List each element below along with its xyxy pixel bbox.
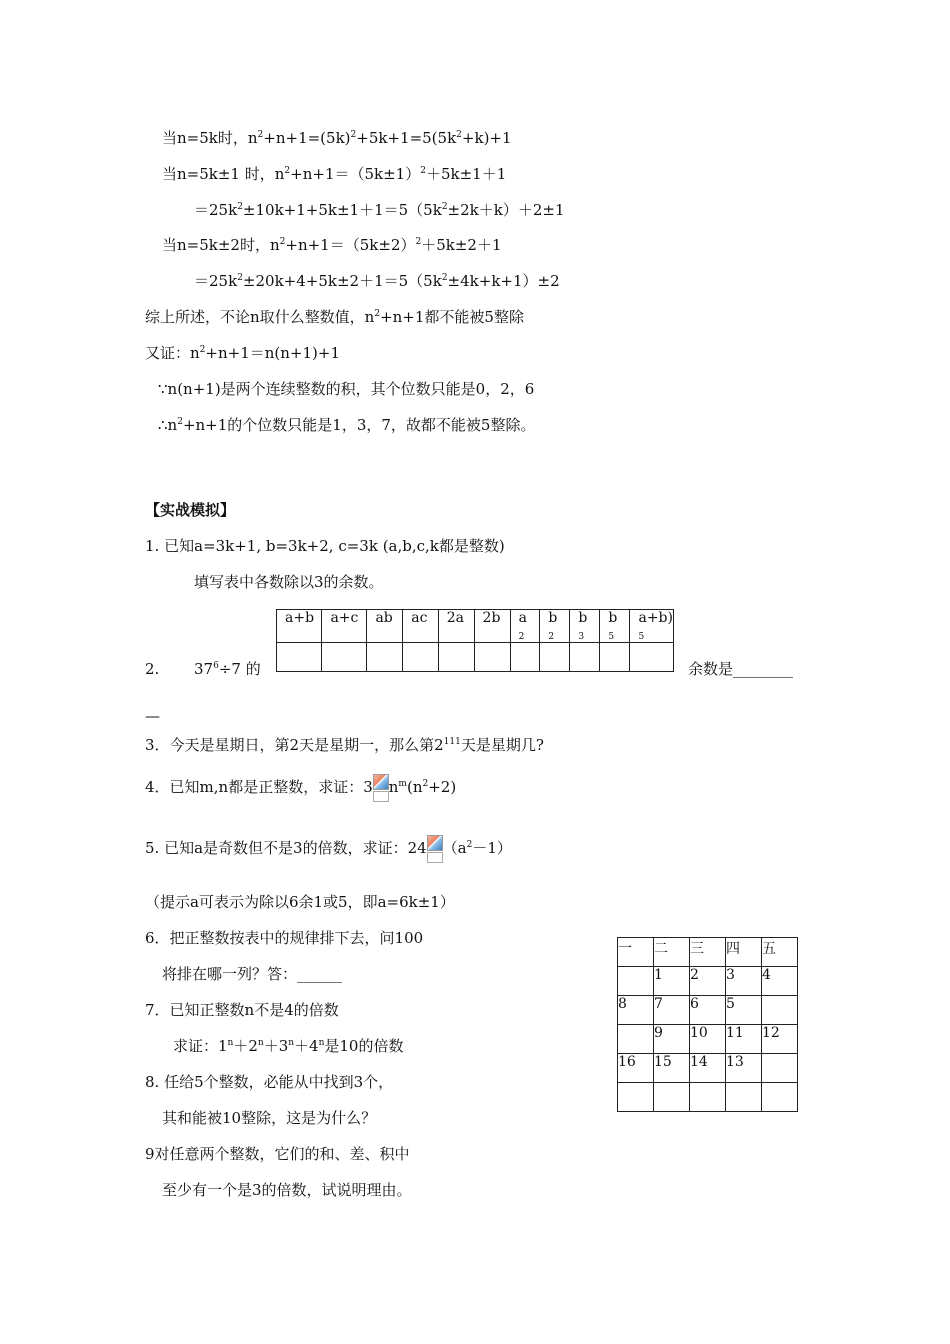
table-cell [618, 1025, 654, 1054]
proof-line-2: 当n=5k±1 时，$n^2+n+1=(5k\pm 1)^2+5k\pm 1+1$ [162, 165, 507, 183]
question-9-line-2: 至少有一个是3的倍数，试说明理由。 [162, 1181, 412, 1199]
table-row [618, 1083, 798, 1112]
column-header: 四 [726, 938, 762, 967]
table-cell: 6 [690, 996, 726, 1025]
table-cell [618, 1083, 654, 1112]
question-2-expression: $37^6\div 7$ 的 [194, 660, 261, 678]
table-header-cell: a+c [322, 610, 367, 643]
table-cell: 13 [726, 1054, 762, 1083]
table-header-cell: a 2 [510, 610, 540, 643]
question-6-line-2: 将排在哪一列？答：______ [162, 965, 343, 983]
answer-cell[interactable] [630, 643, 674, 672]
table-header-cell: a+b) 5 [630, 610, 674, 643]
table-row [618, 1025, 798, 1054]
table-cell: 16 [618, 1054, 654, 1083]
answer-cell[interactable] [438, 643, 474, 672]
table-header-cell: b 2 [540, 610, 570, 643]
table-cell: 2 [690, 967, 726, 996]
table-cell [654, 1083, 690, 1112]
answer-cell[interactable] [570, 643, 600, 672]
question-5: 5. 已知a是奇数但不是3的倍数，求证：24 $(a^2-1)$ [145, 835, 512, 863]
proof-line-1: 当n=5k时，$n^2+n+1=(5k)^2+5k+1=5(5k^2+k)+1$ [162, 129, 512, 147]
proof-line-9: $\therefore n^2+n+1$的个位数只能是1，3，7，故都不能被5整除。 [158, 416, 536, 434]
question-8: 8. 任给5个整数，必能从中找到3个， [145, 1073, 394, 1091]
question-5-hint: （提示a可表示为除以6余1或5，即a=6k±1） [145, 893, 455, 911]
remainder-table-header-row [277, 610, 674, 643]
column-header: 一 [618, 938, 654, 967]
table-cell: 8 [618, 996, 654, 1025]
question-6: 6．把正整数按表中的规律排下去，问100 [145, 929, 424, 947]
section-title: 【实战模拟】 [145, 501, 236, 519]
table-row [618, 967, 798, 996]
answer-cell[interactable] [540, 643, 570, 672]
table-cell: 14 [690, 1054, 726, 1083]
table-cell: 1 [654, 967, 690, 996]
question-1-sub: 填写表中各数除以3的余数。 [194, 573, 384, 591]
answer-cell[interactable] [403, 643, 438, 672]
question-2-number: 2. [145, 660, 160, 678]
answer-cell[interactable] [367, 643, 403, 672]
table-header-cell: b 5 [600, 610, 630, 643]
answer-cell[interactable] [474, 643, 510, 672]
question-2-dash: — [145, 707, 160, 725]
proof-line-5: $=25k^2\pm 20k+4+5k\pm 2+1=5(5k^2\pm 4k+k+1)\pm 2$ [194, 272, 560, 290]
column-header: 五 [762, 938, 798, 967]
table-cell: 7 [654, 996, 690, 1025]
question-7-line-2: 求证：$1^n+2^n+3^n+4^n$是10的倍数 [173, 1037, 404, 1055]
question-1: 1. 已知a=3k+1, b=3k+2, c=3k (a,b,c,k都是整数) [145, 537, 505, 555]
table-cell: 4 [762, 967, 798, 996]
answer-cell[interactable] [510, 643, 540, 672]
number-arrangement-table [617, 937, 798, 1112]
table-header-cell: 2b [474, 610, 510, 643]
table-cell: 9 [654, 1025, 690, 1054]
table-header-cell: a+b [277, 610, 322, 643]
table-cell: 3 [726, 967, 762, 996]
question-7: 7．已知正整数n不是4的倍数 [145, 1001, 339, 1019]
column-header: 二 [654, 938, 690, 967]
broken-image-icon [373, 774, 389, 802]
table-header-cell: 2a [438, 610, 474, 643]
table-header-cell: b 3 [570, 610, 600, 643]
table-cell [762, 996, 798, 1025]
table-cell [690, 1083, 726, 1112]
proof-line-4: 当n=5k±2时，$n^2+n+1=(5k\pm 2)^2+5k\pm 2+1$ [162, 236, 502, 254]
table-cell: 10 [690, 1025, 726, 1054]
remainder-table-answer-row [277, 643, 674, 672]
table-cell [762, 1054, 798, 1083]
remainder-table [276, 609, 674, 672]
proof-line-6: 综上所述，不论n取什么整数值，$n^2+n+1$都不能被5整除 [145, 308, 524, 326]
question-4: 4．已知m,n都是正整数，求证：3 $n^m(n^2+2)$ [145, 774, 456, 802]
table-cell [762, 1083, 798, 1112]
table-row [618, 996, 798, 1025]
table-header-cell: ab [367, 610, 403, 643]
answer-cell[interactable] [600, 643, 630, 672]
proof-line-7: 又证：$n^2+n+1=n(n+1)+1$ [145, 344, 340, 362]
question-8-line-2: 其和能被10整除，这是为什么？ [162, 1109, 377, 1127]
answer-cell[interactable] [322, 643, 367, 672]
table-cell [618, 967, 654, 996]
table-row [618, 1054, 798, 1083]
proof-line-3: $=25k^2\pm 10k+1+5k\pm 1+1=5(5k^2\pm 2k+k)+2\pm 1$ [194, 201, 565, 219]
question-9: 9对任意两个整数，它们的和、差、积中 [145, 1145, 410, 1163]
proof-line-8: ∵n(n+1)是两个连续整数的积，其个位数只能是0，2，6 [158, 380, 535, 398]
table-cell: 5 [726, 996, 762, 1025]
table-cell [726, 1083, 762, 1112]
question-2-answer-blank: 余数是________ [688, 660, 794, 678]
table-cell: 11 [726, 1025, 762, 1054]
question-3: 3．今天是星期日，第2天是星期一，那么第$2^{111}$天是星期几? [145, 736, 544, 754]
table-header-row [618, 938, 798, 967]
answer-cell[interactable] [277, 643, 322, 672]
table-cell: 15 [654, 1054, 690, 1083]
table-cell: 12 [762, 1025, 798, 1054]
table-header-cell: ac [403, 610, 438, 643]
broken-image-icon [427, 835, 443, 863]
column-header: 三 [690, 938, 726, 967]
